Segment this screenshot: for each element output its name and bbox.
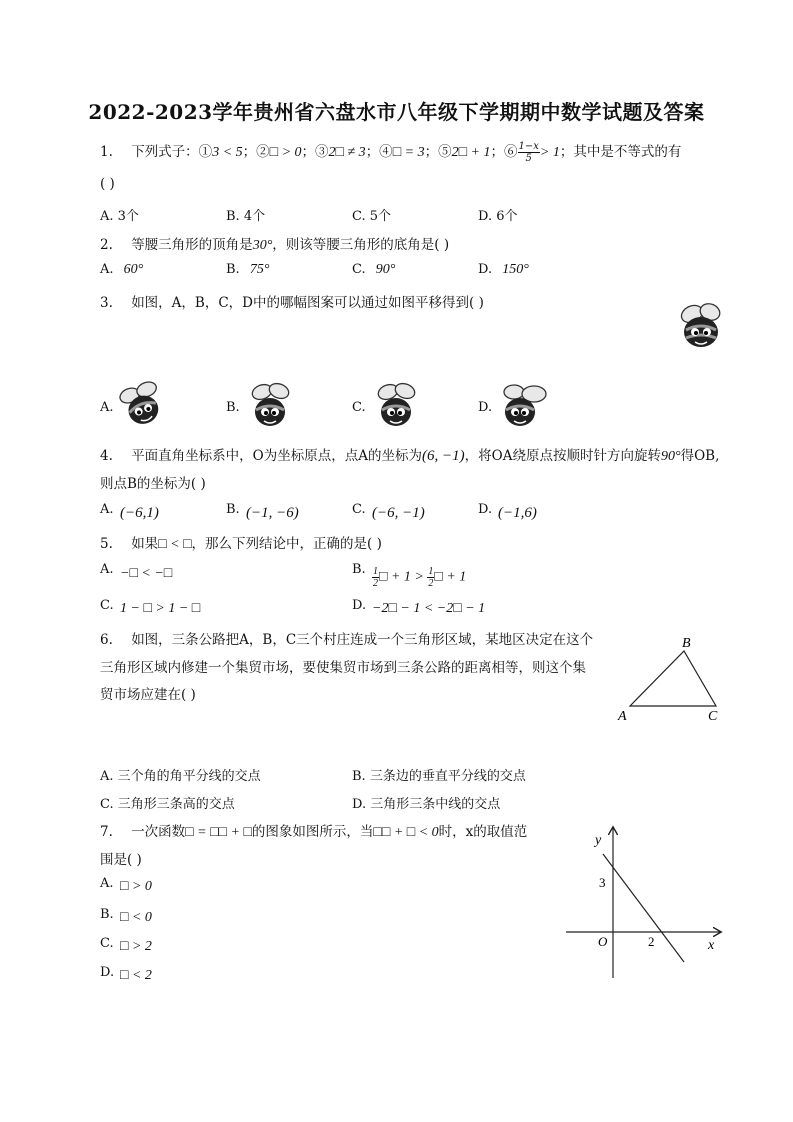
q1-number: 1. xyxy=(100,144,113,160)
q4-number: 4. xyxy=(100,448,113,464)
q2-stem-line xyxy=(100,233,449,254)
q2-option-c[interactable] xyxy=(352,262,395,278)
q6-triangle-figure xyxy=(612,632,728,726)
q6-option-c[interactable]: C. 三角形三条高的交点 xyxy=(100,797,235,812)
q7-option-c-value[interactable]: □ > 2 xyxy=(120,939,152,954)
q2-option-a[interactable] xyxy=(100,262,143,278)
q1-option-c[interactable]: C. 5个 xyxy=(352,209,392,224)
q4-option-a-value[interactable]: (−6,1) xyxy=(120,505,159,521)
q7-condition: □□ + □ < 0 xyxy=(373,825,439,840)
q3-option-b-bee-icon[interactable] xyxy=(246,380,294,432)
q6-option-d[interactable]: D. 三角形三条中线的交点 xyxy=(352,797,501,812)
q7-origin-label: O xyxy=(598,934,608,949)
q6-vertex-a: A xyxy=(618,709,627,724)
q7-number: 7. xyxy=(100,824,113,840)
q1-expr-1: 3 < 5 xyxy=(212,145,243,160)
q7-option-b-label[interactable]: B. xyxy=(100,907,114,922)
q6-text-1: 如图，三条公路把A，B，C三个村庄连成一个三角形区域，某地区决定在这个 xyxy=(131,632,594,648)
q1-sep-4: ；④ xyxy=(365,144,393,160)
q7-option-a-label[interactable]: A. xyxy=(100,876,114,891)
q7-x-intercept-label: 2 xyxy=(648,934,655,949)
q5-condition: □ < □ xyxy=(158,537,192,552)
q5-b-frac-1-den: 2 xyxy=(373,578,378,589)
q1-sep-5: ；⑤ xyxy=(424,144,452,160)
q2-text-b: ，则该等腰三角形的底角是( ) xyxy=(272,237,450,253)
q4-stem-line-2: 则点B的坐标为( ) xyxy=(100,476,206,492)
q5-b-end: □ + 1 xyxy=(434,569,467,585)
q7-text-a: 一次函数 xyxy=(131,824,186,840)
q3-option-c-label[interactable]: C. xyxy=(352,400,366,415)
q5-b-frac-2-num: 1 xyxy=(428,566,434,577)
q1-sep-3: ；③ xyxy=(301,144,329,160)
q7-y-intercept-label: 3 xyxy=(599,875,606,890)
q1-frac-den: 5 xyxy=(525,153,532,164)
q7-option-d-label[interactable]: D. xyxy=(100,965,115,980)
q1-option-b[interactable]: B. 4个 xyxy=(226,209,266,224)
q7-text-b: 的图象如图所示，当 xyxy=(251,824,374,840)
q4-option-b-label[interactable]: B. xyxy=(226,502,240,517)
q7-function-graph xyxy=(560,822,730,984)
q1-stem-line xyxy=(100,140,681,164)
q6-option-a[interactable]: A. 三个角的角平分线的交点 xyxy=(100,769,261,784)
q5-option-b-label[interactable]: B. xyxy=(352,562,366,577)
q3-option-c-bee-icon[interactable] xyxy=(372,380,420,432)
q6-stem-line-1 xyxy=(100,628,593,648)
q4-option-a-label[interactable]: A. xyxy=(100,502,114,517)
q2-number: 2. xyxy=(100,237,113,253)
q3-option-a-label[interactable]: A. xyxy=(100,400,114,415)
q2-option-a-value: 60° xyxy=(123,262,144,277)
q1-expr-5: 2□ + 1 xyxy=(451,145,491,160)
q5-b-mid: □ + 1 > xyxy=(379,569,424,585)
q4-option-c-label[interactable]: C. xyxy=(352,502,366,517)
q2-angle: 30° xyxy=(252,238,273,253)
q6-number: 6. xyxy=(100,632,113,648)
q3-option-a-bee-icon[interactable] xyxy=(118,380,166,432)
q1-expr-4: □ = 3 xyxy=(392,145,425,160)
q4-option-b-value[interactable]: (−1, −6) xyxy=(246,505,299,521)
q1-expr-3: 2□ ≠ 3 xyxy=(328,145,366,160)
q4-coord: (6, −1) xyxy=(422,448,465,464)
q7-function: □ = □□ + □ xyxy=(185,825,252,840)
q3-option-d-bee-icon[interactable] xyxy=(496,380,548,432)
q5-b-frac-1-num: 1 xyxy=(373,566,378,577)
q4-text-a: 平面直角坐标系中，O为坐标原点，点A的坐标为 xyxy=(131,448,423,464)
q7-text-c: 时，x的取值范 xyxy=(438,824,528,840)
q4-angle: 90° xyxy=(660,449,681,464)
q1-text-a: 下列式子：① xyxy=(131,144,213,160)
q3-stem-line xyxy=(100,291,484,311)
q4-option-c-value[interactable]: (−6, −1) xyxy=(372,505,425,521)
q4-stem-line xyxy=(100,444,719,465)
q5-option-d-value[interactable]: −2□ − 1 < −2□ − 1 xyxy=(372,601,486,616)
q2-option-c-value: 90° xyxy=(375,262,396,277)
q1-frac-num: 1−x xyxy=(518,141,539,152)
q5-option-b-value[interactable] xyxy=(372,566,466,589)
q2-option-c-label: C. xyxy=(352,262,366,277)
q5-number: 5. xyxy=(100,536,113,552)
q1-expr-6: > 1 xyxy=(539,145,560,160)
q5-b-frac-1 xyxy=(372,566,379,589)
q7-option-a-value[interactable]: □ > 0 xyxy=(120,879,152,894)
q5-b-frac-2-den: 2 xyxy=(428,578,434,589)
q7-function-line xyxy=(603,854,684,962)
q1-option-a[interactable]: A. 3个 xyxy=(100,209,139,224)
q2-option-a-label: A. xyxy=(100,262,114,277)
q2-option-d-label: D. xyxy=(478,262,493,277)
q1-sep-2: ；② xyxy=(242,144,270,160)
q7-stem-line-2: 围是( ) xyxy=(100,852,142,868)
q1-expr-2: □ > 0 xyxy=(269,145,302,160)
q7-option-d-value[interactable]: □ < 2 xyxy=(120,968,152,983)
q7-y-label: y xyxy=(595,833,602,848)
q2-option-d[interactable] xyxy=(478,262,529,278)
q5-text-b: ，那么下列结论中，正确的是( ) xyxy=(191,536,382,552)
q2-option-b-label: B. xyxy=(226,262,240,277)
q1-text-b: ；其中是不等式的有 xyxy=(559,144,682,160)
q4-text-c: 得OB, xyxy=(680,448,720,464)
q5-option-a-value[interactable]: −□ < −□ xyxy=(120,566,173,581)
q5-option-a-label[interactable]: A. xyxy=(100,562,114,577)
q7-x-label: x xyxy=(708,938,715,953)
q2-option-d-value: 150° xyxy=(502,262,529,277)
q3-number: 3. xyxy=(100,295,113,311)
q6-option-b[interactable]: B. 三条边的垂直平分线的交点 xyxy=(352,769,526,784)
q1-sep-6: ；⑥ xyxy=(490,144,518,160)
q5-option-c-label[interactable]: C. xyxy=(100,598,114,613)
q6-stem-line-2: 三角形区域内修建一个集贸市场，要使集贸市场到三条公路的距离相等，则这个集 xyxy=(100,660,586,676)
q2-option-b[interactable] xyxy=(226,262,269,278)
q5-option-c-value[interactable]: 1 − □ > 1 − □ xyxy=(120,601,201,616)
q4-text-b: ，将OA绕原点按顺时针方向旋转 xyxy=(464,448,661,464)
q4-option-d-value[interactable]: (−1,6) xyxy=(498,505,537,521)
q6-vertex-b: B xyxy=(682,636,691,651)
q1-option-d[interactable]: D. 6个 xyxy=(478,209,518,224)
q3-text: 如图，A，B，C，D中的哪幅图案可以通过如图平移得到( ) xyxy=(131,295,484,311)
q2-option-b-value: 75° xyxy=(249,262,270,277)
document-title: 2022-2023学年贵州省六盘水市八年级下学期期中数学试题及答案 xyxy=(88,100,705,124)
q1-fraction xyxy=(518,141,540,164)
q7-option-b-value[interactable]: □ < 0 xyxy=(120,910,152,925)
q2-text-a: 等腰三角形的顶角是 xyxy=(131,237,253,253)
q6-vertex-c: C xyxy=(708,709,718,724)
q3-option-d-label[interactable]: D. xyxy=(478,400,493,415)
q4-option-d-label[interactable]: D. xyxy=(478,502,493,517)
q1-answer-paren: ( ) xyxy=(100,176,115,192)
q7-stem-line xyxy=(100,820,527,841)
q5-option-d-label[interactable]: D. xyxy=(352,598,367,613)
q6-triangle-shape xyxy=(630,651,716,706)
q6-stem-line-3: 贸市场应建在( ) xyxy=(100,687,196,703)
q3-option-b-label[interactable]: B. xyxy=(226,400,240,415)
q5-text-a: 如果 xyxy=(131,536,159,552)
q5-stem-line xyxy=(100,532,382,553)
q3-reference-bee-icon xyxy=(672,300,726,356)
q7-option-c-label[interactable]: C. xyxy=(100,936,114,951)
